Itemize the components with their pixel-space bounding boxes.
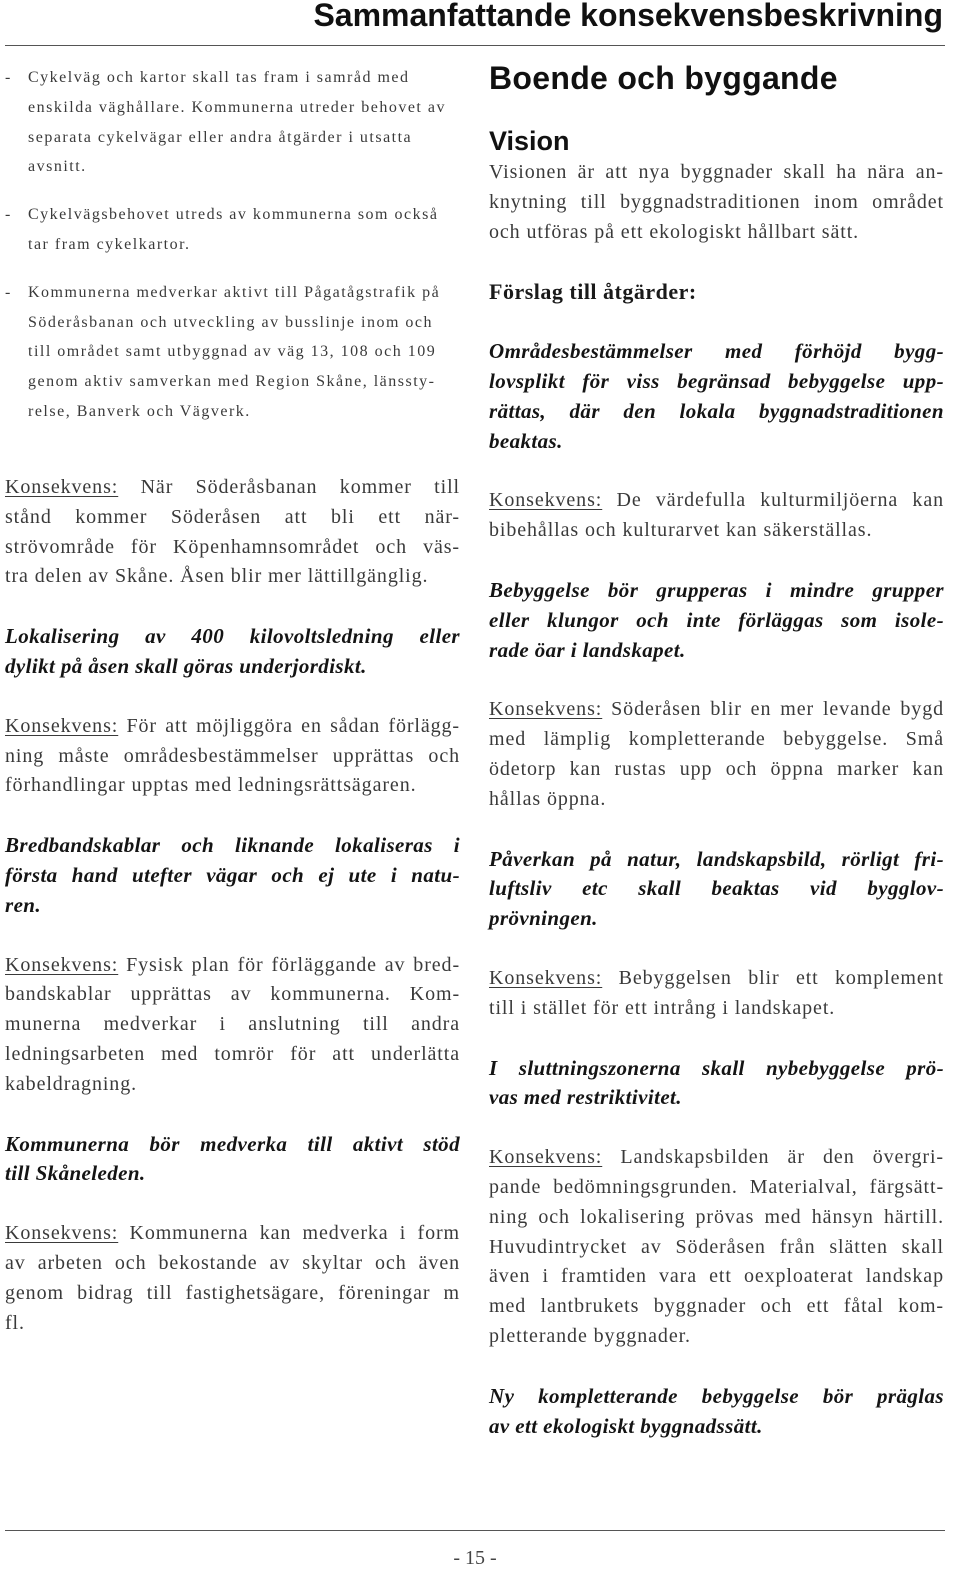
line-text: fl. — [5, 1311, 25, 1334]
text-line — [489, 277, 944, 307]
line-text: stånd kommer Söderåsen att bli ett när- — [5, 505, 460, 528]
consequence-paragraph — [489, 1143, 944, 1352]
line-text: ning måste områdesbestämmelser upprättas och — [5, 744, 460, 767]
text-line: enskilda väghållare. Kommunerna utreder behovet av — [28, 98, 446, 116]
text-line: tar fram cykelkartor. — [28, 235, 191, 253]
text-line — [5, 980, 460, 1010]
text-line — [489, 755, 944, 785]
text-line — [5, 1040, 460, 1070]
text-line — [489, 1322, 944, 1352]
text-line — [5, 533, 460, 563]
text-line — [5, 1130, 460, 1160]
vision-text — [489, 158, 944, 247]
page-title: Sammanfattande konsekvensbeskrivning — [313, 0, 943, 33]
text-line — [489, 785, 944, 815]
section-heading: Boende och byggande — [489, 60, 838, 96]
line-text: Påverkan på natur, landskapsbild, rörligt fri- — [489, 846, 944, 871]
line-text: förhandlingar upptas med ledningsrättsägaren. — [5, 774, 417, 797]
vision-heading: Vision — [489, 126, 570, 156]
text-line — [489, 1054, 944, 1084]
consequence-paragraph — [5, 473, 460, 592]
text-line: Cykelvägsbehovet utreds av kommunerna som också — [28, 206, 439, 224]
text-line — [5, 1219, 460, 1249]
line-text: När Söderåsbanan kommer till — [140, 476, 460, 498]
line-text: Bebyggelsen blir ett komplement — [618, 966, 944, 989]
consequence-paragraph — [5, 951, 460, 1100]
text-line — [5, 1010, 460, 1040]
proposal-paragraph — [489, 845, 944, 934]
left-column-body — [5, 473, 460, 1368]
proposals-list — [489, 337, 944, 1441]
text-line — [489, 218, 944, 248]
text-line: Kommunerna medverkar aktivt till Pågatågstrafik på — [28, 283, 441, 301]
footer-rule — [5, 1530, 945, 1531]
text-line — [489, 845, 944, 875]
proposal-paragraph — [5, 1130, 460, 1190]
line-text: ning och lokalisering prövas med hänsyn härtill. — [489, 1205, 944, 1228]
text-line — [5, 652, 460, 682]
line-text: Bredbandskablar och liknande lokaliseras i — [5, 833, 460, 858]
text-line — [489, 397, 944, 427]
line-text: med lämplig kompletterande bebyggelse. Små — [489, 728, 944, 751]
text-line — [489, 516, 944, 546]
konsekvens-label: Konsekvens: — [5, 714, 119, 737]
line-text: och utföras på ett ekologiskt hållbart sätt. — [489, 220, 860, 243]
line-text: till Skåneleden. — [5, 1161, 146, 1186]
text-line — [5, 712, 460, 742]
text-line — [489, 874, 944, 904]
line-text: ren. — [5, 892, 42, 917]
text-line — [489, 1143, 944, 1173]
text-line — [489, 1083, 944, 1113]
konsekvens-label: Konsekvens: — [5, 953, 119, 976]
text-line — [489, 1382, 944, 1412]
text-line — [489, 1173, 944, 1203]
line-text: munerna medverkar i anslutning till andra — [5, 1013, 460, 1036]
line-text: genom bidrag till fastighetsägare, föreningar m — [5, 1281, 460, 1304]
proposals-heading — [489, 277, 944, 307]
text-line — [5, 473, 460, 503]
text-line — [489, 994, 944, 1024]
text-line — [5, 861, 460, 891]
header-rule — [5, 45, 945, 46]
proposal-paragraph — [489, 337, 944, 456]
text-line — [489, 1262, 944, 1292]
line-text: luftsliv etc skall beaktas vid bygglov- — [489, 876, 944, 901]
line-text: ödetorp kan rustas upp och öppna marker kan — [489, 757, 944, 780]
text-line — [489, 427, 944, 457]
line-text: Ny kompletterande bebyggelse bör präglas — [489, 1383, 944, 1408]
proposal-paragraph — [5, 831, 460, 920]
consequence-paragraph — [5, 712, 460, 801]
text-line — [489, 904, 944, 934]
line-text: rättas, där den lokala byggnadstraditionen — [489, 398, 944, 423]
line-text: lovsplikt för viss begränsad bebyggelse upp- — [489, 368, 944, 393]
line-text: första hand utefter vägar och ej ute i natu- — [5, 862, 460, 887]
text-line: avsnitt. — [28, 158, 87, 176]
line-text: pande bedömningsgrunden. Materialval, färgsätt- — [489, 1175, 944, 1198]
text-line — [489, 188, 944, 218]
body-paragraph — [489, 158, 944, 247]
text-line — [5, 891, 460, 921]
consequence-paragraph — [489, 486, 944, 546]
line-text: Områdesbestämmelser med förhöjd bygg- — [489, 339, 944, 364]
konsekvens-label: Konsekvens: — [489, 489, 603, 512]
consequence-paragraph — [489, 964, 944, 1024]
line-text: eller klungor och inte förläggas som isole- — [489, 607, 944, 632]
text-line — [5, 1159, 460, 1189]
text-line: genom aktiv samverkan med Region Skåne, länssty- — [28, 373, 436, 391]
bullet-dash: - — [5, 206, 12, 224]
line-text: Kommunerna kan medverka i form — [129, 1222, 460, 1245]
line-text: Visionen är att nya byggnader skall ha nära an- — [489, 161, 944, 183]
line-text: hållas öppna. — [489, 787, 607, 810]
bullet-item — [5, 200, 460, 260]
line-text: knytning till byggnadstraditionen inom området — [489, 190, 944, 213]
line-text: Förslag till åtgärder: — [489, 279, 697, 305]
text-line — [5, 1279, 460, 1309]
proposal-paragraph — [489, 1054, 944, 1114]
proposal-paragraph — [5, 622, 460, 682]
text-line: Cykelväg och kartor skall tas fram i samråd med — [28, 69, 410, 86]
text-line — [489, 964, 944, 994]
text-line: relse, Banverk och Vägverk. — [28, 402, 251, 420]
text-line: separata cykelvägar eller andra åtgärder i utsatta — [28, 128, 413, 146]
line-text: av ett ekologiskt byggnadssätt. — [489, 1413, 763, 1438]
line-text: rade öar i landskapet. — [489, 637, 686, 662]
text-line — [489, 367, 944, 397]
text-line — [489, 606, 944, 636]
line-text: av arbeten och bekostande av skyltar och även — [5, 1251, 460, 1274]
line-text: Landskapsbilden är den övergri- — [620, 1146, 944, 1169]
konsekvens-label: Konsekvens: — [489, 1146, 603, 1169]
line-text: beaktas. — [489, 428, 563, 453]
text-line — [489, 725, 944, 755]
text-line — [489, 337, 944, 367]
line-text: ledningsarbeten med tomrör för att underlätta — [5, 1042, 460, 1065]
text-line — [489, 576, 944, 606]
text-line: till området samt utbyggnad av väg 13, 108 och 109 — [28, 343, 437, 361]
bullet-dash: - — [5, 69, 12, 86]
text-line — [5, 503, 460, 533]
text-line — [5, 742, 460, 772]
line-text: vas med restriktivitet. — [489, 1085, 682, 1110]
line-text: Söderåsen blir en mer levande bygd — [611, 698, 944, 721]
text-line — [5, 1070, 460, 1100]
right-column-body — [489, 158, 944, 1471]
bullet-item — [5, 63, 460, 182]
line-text: till i stället för ett intrång i landskapet. — [489, 996, 836, 1019]
line-text: bandskablar upprättas av kommunerna. Kom- — [5, 983, 460, 1006]
line-text: Lokalisering av 400 kilovoltsledning eller — [5, 624, 460, 649]
bullet-item — [5, 278, 460, 427]
line-text: dylikt på åsen skall göras underjordiskt. — [5, 653, 367, 678]
text-line — [5, 562, 460, 592]
text-line — [489, 636, 944, 666]
line-text: Kommunerna bör medverka till aktivt stöd — [5, 1131, 460, 1156]
line-text: Huvudintrycket av Söderåsen från slätten skall — [489, 1235, 944, 1258]
konsekvens-label: Konsekvens: — [5, 476, 119, 498]
line-text: prövningen. — [489, 906, 598, 931]
text-line — [5, 771, 460, 801]
text-line — [489, 1412, 944, 1442]
line-text: kabeldragning. — [5, 1072, 138, 1095]
line-text: De värdefulla kulturmiljöerna kan — [616, 489, 944, 512]
proposal-paragraph — [489, 576, 944, 665]
text-line: Söderåsbanan och utveckling av busslinje inom och — [28, 313, 433, 331]
text-line — [489, 1233, 944, 1263]
text-line — [489, 695, 944, 725]
konsekvens-label: Konsekvens: — [489, 966, 603, 989]
line-text: Bebyggelse bör grupperas i mindre grupper — [489, 577, 944, 602]
bullet-dash: - — [5, 283, 12, 301]
line-text: pletterande byggnader. — [489, 1324, 691, 1347]
line-text: bibehållas och kulturarvet kan säkerställas. — [489, 519, 873, 542]
left-column-bullets — [5, 63, 460, 445]
consequence-paragraph — [489, 695, 944, 814]
text-line — [5, 1249, 460, 1279]
proposal-paragraph — [489, 1382, 944, 1442]
text-line — [489, 1203, 944, 1233]
konsekvens-label: Konsekvens: — [489, 698, 603, 721]
consequence-paragraph — [5, 1219, 460, 1338]
text-line — [489, 158, 944, 188]
line-text: Fysisk plan för förläggande av bred- — [126, 953, 461, 976]
text-line — [5, 951, 460, 981]
text-line — [5, 622, 460, 652]
line-text: även i framtiden vara ett oexploaterat landskap — [489, 1265, 944, 1288]
line-text: I sluttningszonerna skall nybebyggelse prö- — [489, 1055, 944, 1080]
line-text: För att möjliggöra en sådan förlägg- — [126, 714, 460, 737]
line-text: med lantbrukets byggnader och ett fåtal kom- — [489, 1295, 944, 1318]
text-line — [489, 1292, 944, 1322]
line-text: strövområde för Köpenhamnsområdet och väs- — [5, 535, 460, 558]
konsekvens-label: Konsekvens: — [5, 1222, 119, 1245]
text-line — [5, 1309, 460, 1339]
line-text: tra delen av Skåne. Åsen blir mer lättillgänglig. — [5, 565, 429, 588]
text-line — [5, 831, 460, 861]
text-line — [489, 486, 944, 516]
page-number: - 15 - — [453, 1547, 497, 1569]
